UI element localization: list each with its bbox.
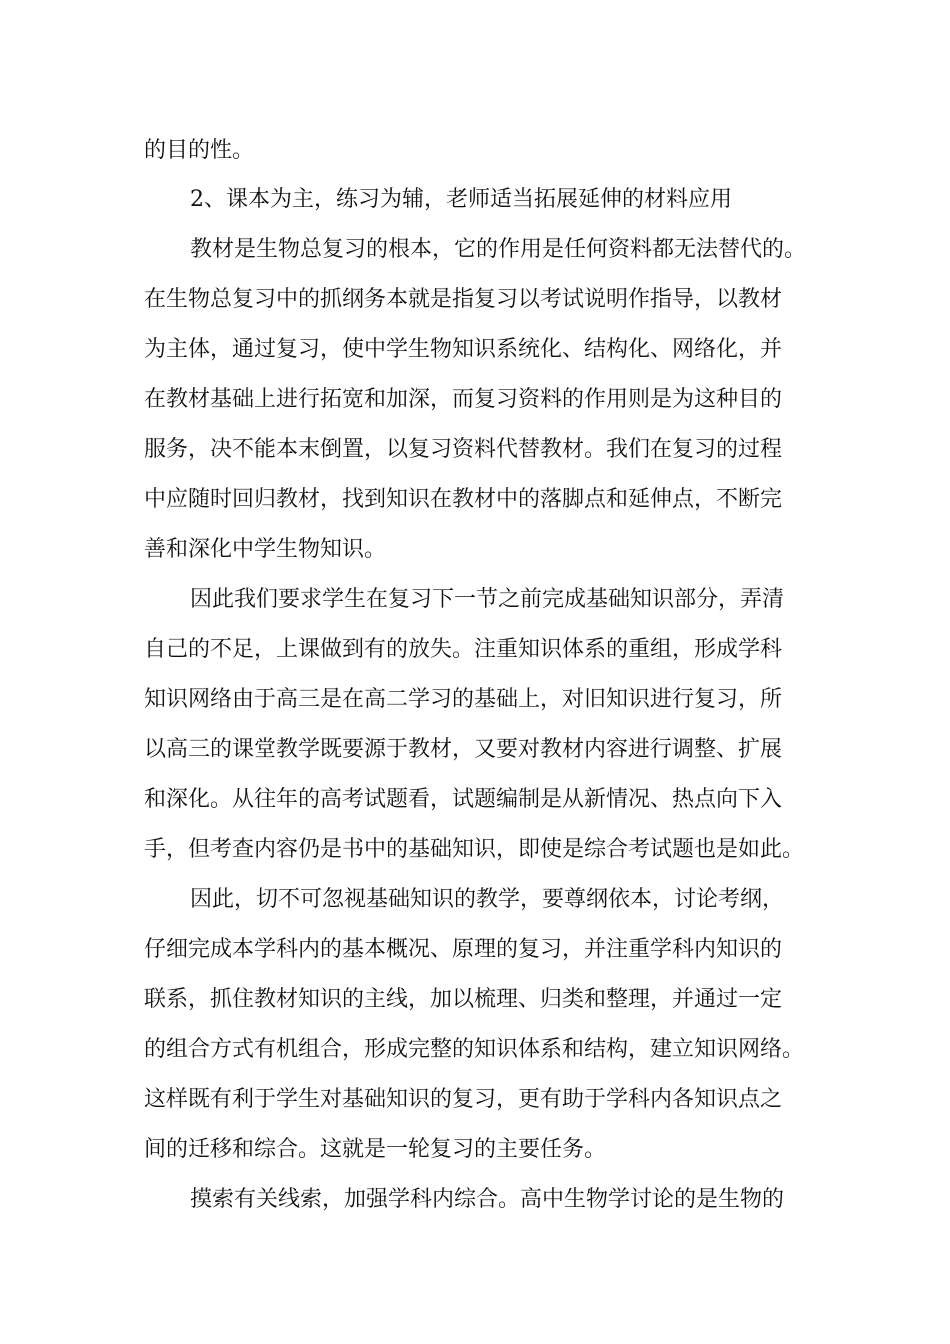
text-line: 服务，决不能本末倒置，以复习资料代替教材。我们在复习的过程 (144, 437, 783, 462)
section-heading: 2、课本为主，练习为辅，老师适当拓展延伸的材料应用 (190, 187, 732, 212)
text-line: 间的迁移和综合。这就是一轮复习的主要任务。 (144, 1137, 607, 1162)
text-line: 这样既有利于学生对基础知识的复习，更有助于学科内各知识点之 (144, 1087, 783, 1112)
text-line: 联系，抓住教材知识的主线，加以梳理、归类和整理，并通过一定 (144, 987, 783, 1012)
text-line: 的目的性。 (144, 138, 255, 163)
text-line: 手，但考查内容仍是书中的基础知识，即使是综合考试题也是如此。 (144, 837, 805, 862)
text-line: 摸索有关线索，加强学科内综合。高中生物学讨论的是生物的 (190, 1187, 785, 1212)
text-line: 因此我们要求学生在复习下一节之前完成基础知识部分，弄清 (190, 587, 785, 612)
text-line: 在教材基础上进行拓宽和加深，而复习资料的作用则是为这种目的 (144, 387, 783, 412)
text-line: 自己的不足，上课做到有的放失。注重知识体系的重组，形成学科 (144, 637, 783, 662)
text-line: 以高三的课堂教学既要源于教材，又要对教材内容进行调整、扩展 (144, 737, 783, 762)
text-line: 中应随时回归教材，找到知识在教材中的落脚点和延伸点，不断完 (144, 487, 783, 512)
text-line: 的组合方式有机组合，形成完整的知识体系和结构，建立知识网络。 (144, 1037, 805, 1062)
text-line: 在生物总复习中的抓纲务本就是指复习以考试说明作指导，以教材 (144, 287, 783, 312)
text-line: 因此，切不可忽视基础知识的教学，要尊纲依本，讨论考纲， (190, 887, 785, 912)
text-line: 善和深化中学生物知识。 (144, 537, 387, 562)
text-line: 仔细完成本学科内的基本概况、原理的复习，并注重学科内知识的 (144, 937, 783, 962)
text-line: 为主体，通过复习，使中学生物知识系统化、结构化、网络化，并 (144, 337, 783, 362)
text-line: 知识网络由于高三是在高二学习的基础上，对旧知识进行复习，所 (144, 687, 783, 712)
text-line: 教材是生物总复习的根本，它的作用是任何资料都无法替代的。 (190, 237, 807, 262)
text-line: 和深化。从往年的高考试题看，试题编制是从新情况、热点向下入 (144, 787, 783, 812)
